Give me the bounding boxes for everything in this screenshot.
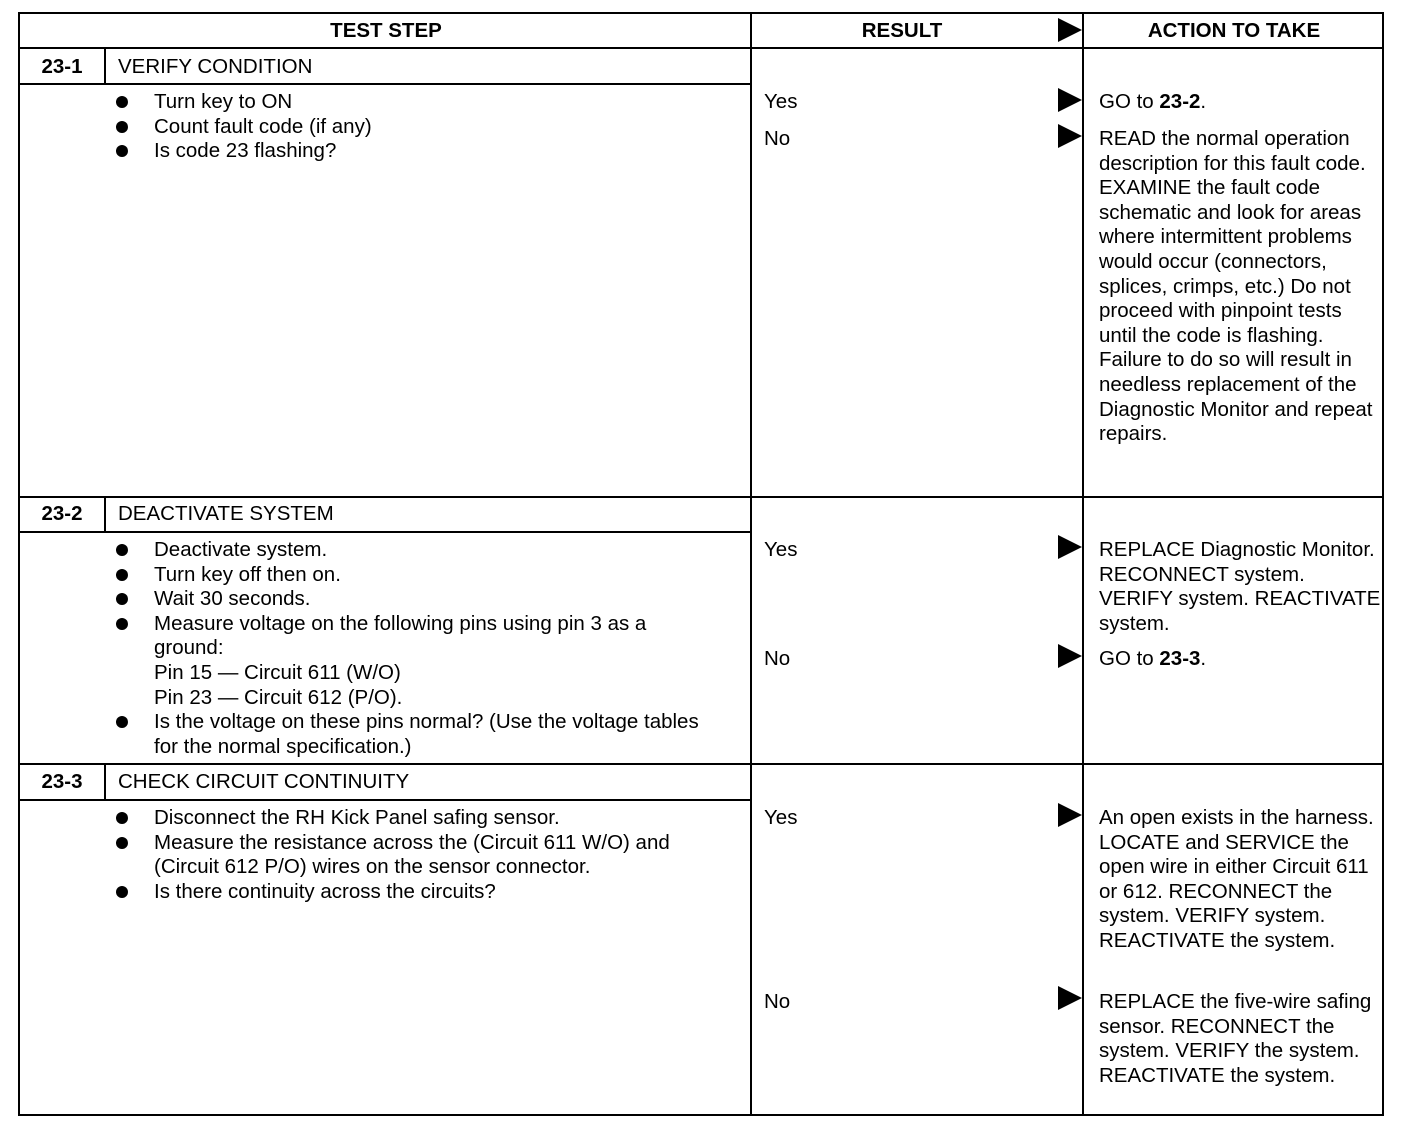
action-yes: An open exists in the harness. LOCATE and SERVICE the open wire in either Circuit 611 or 612. RECONNECT the system. VERIFY system. REACTIVATE the system. — [1099, 806, 1374, 952]
action-text: GO to — [1099, 647, 1160, 670]
diagnostic-table — [18, 12, 1384, 1116]
arrow-icon — [1058, 124, 1082, 148]
arrow-icon — [1058, 986, 1082, 1010]
list-item: Disconnect the RH Kick Panel safing sensor. — [116, 806, 696, 831]
step-bullets — [116, 90, 736, 164]
action-text: GO to — [1099, 90, 1160, 113]
step-id: 23-1 — [41, 55, 83, 78]
action-step-ref: 23-3 — [1159, 647, 1201, 670]
step-id-divider — [104, 765, 106, 800]
result-yes: Yes — [764, 538, 798, 561]
result-yes: Yes — [764, 806, 798, 829]
column-divider-action — [1082, 14, 1084, 1114]
header-result: RESULT — [861, 19, 943, 42]
list-item — [116, 612, 716, 710]
step-id: 23-2 — [41, 502, 83, 525]
action-no — [1099, 647, 1383, 672]
step-bullets — [116, 538, 716, 759]
list-item: Deactivate system. — [116, 538, 716, 563]
step-title: VERIFY CONDITION — [118, 55, 313, 78]
row-divider — [20, 496, 1384, 498]
header-test-step: TEST STEP — [330, 19, 442, 42]
step-bullets — [116, 806, 696, 904]
pin-line: Pin 15 — Circuit 611 (W/O) — [154, 660, 401, 684]
arrow-icon — [1058, 88, 1082, 112]
result-no: No — [764, 127, 791, 150]
list-item-text: Measure voltage on the following pins using pin 3 as a ground: — [154, 611, 647, 660]
result-no: No — [764, 647, 791, 670]
step-title: CHECK CIRCUIT CONTINUITY — [118, 770, 410, 793]
action-text: . — [1200, 647, 1207, 670]
action-text: . — [1200, 90, 1207, 113]
step-title-underline — [20, 83, 750, 85]
action-no: REPLACE the five-wire safing sensor. RECONNECT the system. VERIFY the system. REACTIVATE the system. — [1099, 990, 1372, 1087]
step-id-divider — [104, 498, 106, 532]
arrow-icon — [1058, 535, 1082, 559]
result-yes: Yes — [764, 90, 798, 113]
action-no: READ the normal operation description for this fault code. EXAMINE the fault code schematic and look for areas where intermittent problems would occur (connectors, splices, crimps, etc.) Do not proceed with pinpoint tests until the code is flashing. Failure to do so will result in needless replacement of the Diagnostic Monitor and repeat repairs. — [1099, 127, 1373, 446]
column-divider-result — [750, 14, 752, 1114]
pin-line: Pin 23 — Circuit 612 (P/O). — [154, 685, 403, 709]
row-divider — [20, 763, 1384, 765]
table-header — [20, 14, 1382, 49]
list-item: Turn key off then on. — [116, 563, 716, 588]
header-arrow-icon — [1058, 18, 1082, 42]
step-title-underline — [20, 531, 750, 533]
list-item: Wait 30 seconds. — [116, 587, 716, 612]
step-id: 23-3 — [41, 770, 83, 793]
step-title: DEACTIVATE SYSTEM — [118, 502, 334, 525]
list-item: Measure the resistance across the (Circuit 611 W/O) and (Circuit 612 P/O) wires on the sensor connector. — [116, 831, 696, 880]
action-yes: REPLACE Diagnostic Monitor. RECONNECT system. VERIFY system. REACTIVATE system. — [1099, 538, 1381, 635]
list-item: Turn key to ON — [116, 90, 736, 115]
list-item: Count fault code (if any) — [116, 115, 736, 140]
list-item: Is the voltage on these pins normal? (Use the voltage tables for the normal specification.) — [116, 710, 716, 759]
list-item: Is there continuity across the circuits? — [116, 880, 696, 905]
list-item: Is code 23 flashing? — [116, 139, 736, 164]
action-step-ref: 23-2 — [1159, 90, 1201, 113]
action-yes — [1099, 90, 1383, 115]
header-action: ACTION TO TAKE — [1147, 19, 1321, 42]
arrow-icon — [1058, 803, 1082, 827]
result-no: No — [764, 990, 791, 1013]
step-id-divider — [104, 49, 106, 84]
arrow-icon — [1058, 644, 1082, 668]
step-title-underline — [20, 799, 750, 801]
